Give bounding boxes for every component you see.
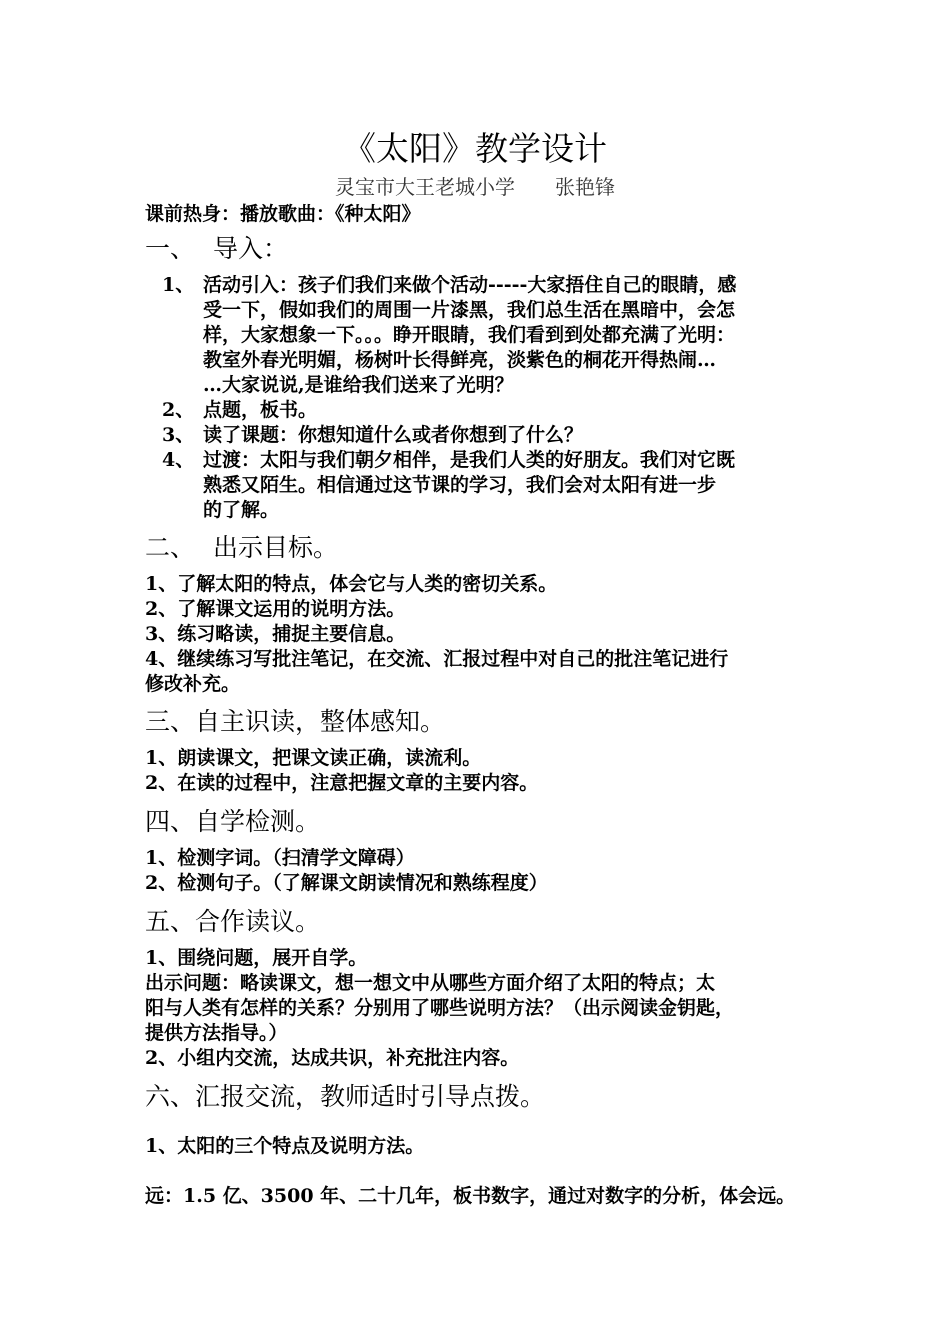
section-line: 修改补充。 [145,673,241,695]
list-item-number: 1、 [162,274,195,296]
section-5-heading [145,906,320,938]
list-item-line: 读了课题：你想知道什么或者你想到了什么？ [203,424,584,446]
list-item-line: 样，大家想象一下。。。睁开眼睛，我们看到到处都充满了光明： [203,324,736,346]
list-item-line: 过渡：太阳与我们朝夕相伴，是我们人类的好朋友。我们对它既 [203,449,736,471]
author-school: 灵宝市大王老城小学 [335,175,515,199]
section-line: 1、了解太阳的特点，体会它与人类的密切关系。 [145,573,558,595]
author-line [0,174,950,200]
section-line: 提供方法指导。） [145,1022,288,1044]
section-1-number: 一、 [145,234,196,263]
section-5-title: 合作读议。 [195,907,321,936]
list-item-line: 的了解。 [203,499,280,521]
warmup-line: 课前热身：播放歌曲：《种太阳》 [145,203,421,225]
section-line: 1、检测字词。（扫清学文障碍） [145,847,415,869]
list-item-line: 活动引入：孩子们我们来做个活动-----大家捂住自己的眼睛，感 [203,274,737,296]
section-6-number: 六、 [145,1082,196,1111]
list-item-number: 4、 [162,449,195,471]
section-3-number: 三、 [145,707,196,736]
section-line: 1、太阳的三个特点及说明方法。 [145,1135,425,1157]
section-4-title: 自学检测。 [195,807,321,836]
list-item-number: 3、 [162,424,195,446]
section-2-title: 出示目标。 [213,533,339,562]
section-6-title: 汇报交流，教师适时引导点拨。 [195,1082,546,1111]
section-line: 2、了解课文运用的说明方法。 [145,598,406,620]
document-title: 《太阳》教学设计 [343,129,607,168]
section-4-heading [145,806,320,838]
list-item-line: 点题，板书。 [203,399,318,421]
section-line: 出示问题：略读课文，想一想文中从哪些方面介绍了太阳的特点；太 [145,972,716,994]
section-2-heading [145,532,338,564]
section-line: 2、在读的过程中，注意把握文章的主要内容。 [145,772,539,794]
section-line: 2、小组内交流，达成共识，补充批注内容。 [145,1047,520,1069]
section-line: 1、围绕问题，展开自学。 [145,947,368,969]
section-line: 3、练习略读，捕捉主要信息。 [145,623,406,645]
section-line: 远：1.5 亿、3500 年、二十几年，板书数字，通过对数字的分析，体会远。 [145,1185,796,1207]
section-line: 阳与人类有怎样的关系？分别用了哪些说明方法？（出示阅读金钥匙， [145,997,735,1019]
list-item-number: 2、 [162,399,195,421]
section-3-title: 自主识读，整体感知。 [195,707,446,736]
list-item-line: …大家说说,是谁给我们送来了光明？ [203,374,514,396]
section-4-number: 四、 [145,807,196,836]
section-3-heading [145,706,445,738]
section-2-number: 二、 [145,533,196,562]
list-item-line: 教室外春光明媚，杨树叶长得鲜亮，淡紫色的桐花开得热闹… [203,349,717,371]
author-name: 张艳锋 [555,175,615,199]
section-line: 2、检测句子。（了解课文朗读情况和熟练程度） [145,872,548,894]
list-item-line: 熟悉又陌生。相信通过这节课的学习，我们会对太阳有进一步 [203,474,717,496]
section-5-number: 五、 [145,907,196,936]
section-1-heading [145,233,288,265]
section-6-heading [145,1081,545,1113]
section-line: 1、朗读课文，把课文读正确，读流利。 [145,747,482,769]
list-item-line: 受一下，假如我们的周围一片漆黑，我们总生活在黑暗中，会怎 [203,299,736,321]
section-line: 4、继续练习写批注笔记，在交流、汇报过程中对自己的批注笔记进行 [145,648,729,670]
section-1-title: 导入： [213,234,289,263]
